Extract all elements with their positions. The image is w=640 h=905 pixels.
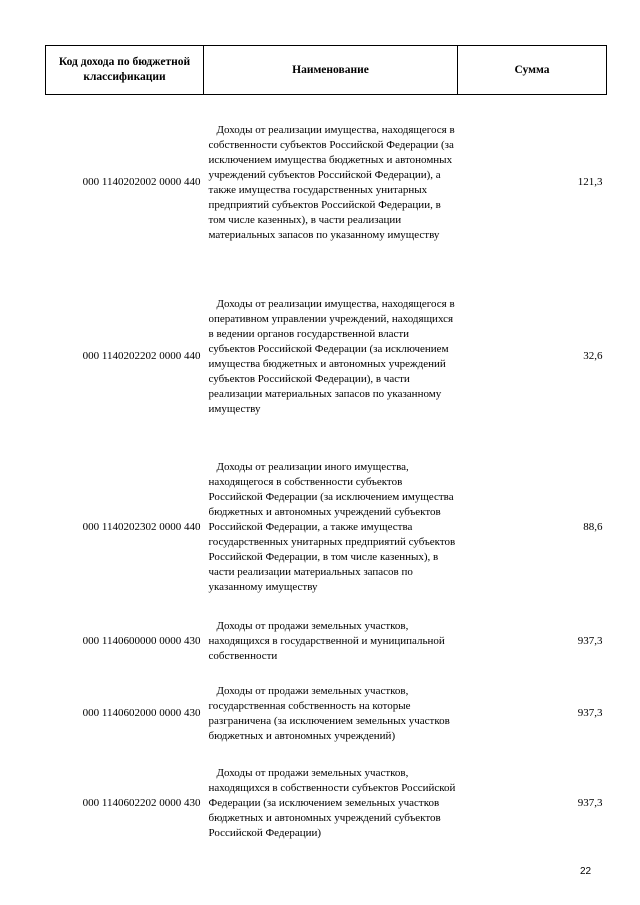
income-code: 000 1140602202 0000 430 bbox=[82, 797, 201, 809]
income-sum: 32,6 bbox=[583, 350, 603, 362]
income-sum: 88,6 bbox=[583, 521, 603, 533]
income-name-cell bbox=[204, 671, 458, 757]
income-sum: 937,3 bbox=[577, 797, 603, 809]
income-name-cell bbox=[204, 443, 458, 613]
header-code: Код дохода по бюджетной классификации bbox=[46, 46, 204, 95]
income-sum: 121,3 bbox=[577, 176, 603, 189]
table-body bbox=[46, 95, 607, 851]
table-row bbox=[46, 95, 607, 271]
income-code: 000 1140202002 0000 440 bbox=[82, 176, 201, 189]
income-name-cell bbox=[204, 95, 458, 271]
income-code: 000 1140600000 0000 430 bbox=[82, 635, 201, 647]
header-name: Наименование bbox=[204, 46, 458, 95]
income-code: 000 1140602000 0000 430 bbox=[82, 707, 201, 719]
budget-income-table bbox=[45, 45, 607, 851]
table-row bbox=[46, 271, 607, 443]
table-row bbox=[46, 671, 607, 757]
income-sum: 937,3 bbox=[577, 635, 603, 647]
income-name: Доходы от продажи земельных участков, находящихся в собственности субъектов Российской Федерации (за исключением земельных участков бюджетных и автономных учреждений субъектов Российской Федерации) bbox=[208, 767, 456, 839]
income-name-cell bbox=[204, 613, 458, 671]
table-header bbox=[46, 46, 607, 95]
table-row bbox=[46, 613, 607, 671]
header-row bbox=[46, 46, 607, 95]
income-code: 000 1140202302 0000 440 bbox=[82, 521, 201, 533]
table-row bbox=[46, 443, 607, 613]
income-code: 000 1140202202 0000 440 bbox=[82, 350, 201, 362]
income-name-cell bbox=[204, 757, 458, 851]
income-name: Доходы от реализации иного имущества, находящегося в собственности субъектов Российской Федерации (за исключением имущества бюджетных и автономных учреждений субъектов Российской Федерации, а также имущества государственных унитарных предприятий субъектов Российской Федерации, в том числе казенных), в части реализации материальных запасов по указанному имуществу bbox=[208, 461, 456, 593]
income-name: Доходы от реализации имущества, находящегося в собственности субъектов Российской Федерации (за исключением имущества бюджетных и автономных учреждений субъектов Российской Федерации), а также имущества государственных унитарных предприятий субъектов Российской Федерации, в том числе казенных), в части реализации материальных запасов по указанному имуществу bbox=[208, 123, 455, 241]
income-sum: 937,3 bbox=[577, 707, 603, 719]
income-name-cell bbox=[204, 271, 458, 443]
page-number: 22 bbox=[580, 866, 592, 877]
table-row bbox=[46, 757, 607, 851]
income-name: Доходы от реализации имущества, находящегося в оперативном управлении учреждений, находящихся в ведении органов государственной власти субъектов Российской Федерации (за исключением имущества бюджетных и автономных учреждений субъектов Российской Федерации), в части реализации материальных запасов по указанному имуществу bbox=[208, 297, 455, 415]
income-name: Доходы от продажи земельных участков, государственная собственность на которые разграничена (за исключением земельных участков бюджетных и автономных учреждений) bbox=[208, 684, 450, 742]
income-name: Доходы от продажи земельных участков, находящихся в государственной и муниципальной собственности bbox=[208, 620, 445, 662]
header-sum: Сумма bbox=[458, 46, 607, 95]
